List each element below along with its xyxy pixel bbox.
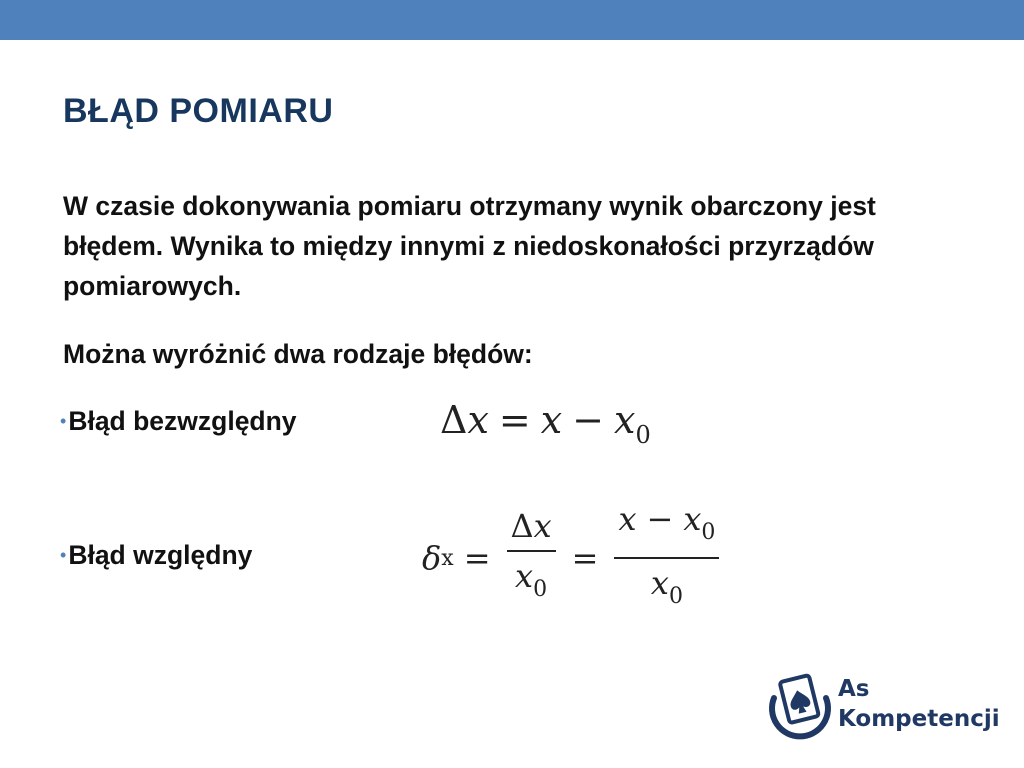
- bullet-absolute-error: [60, 401, 297, 441]
- fraction-delta-x-over-x0: $\frac{\Delta x}{x_0}$: [507, 506, 556, 610]
- spade-card-icon: [768, 672, 832, 742]
- error-types-paragraph: Można wyróżnić dwa rodzaje błędów:: [63, 339, 533, 369]
- bullet-dot-icon: •: [60, 545, 67, 565]
- absolute-error-formula: $\Delta x = x - x_0$: [440, 398, 651, 449]
- logo-line-2: Kompetencji: [838, 706, 1000, 732]
- bullet-relative-error: [60, 535, 252, 575]
- fraction-x-minus-x0-over-x0: $\frac{x - x_0}{x_0}$: [614, 499, 719, 617]
- bullet-dot-icon: •: [60, 411, 67, 431]
- top-accent-bar: [0, 0, 1024, 40]
- relative-error-formula: δ x = $\frac{\Delta x}{x_0}$ = $\frac{x - x_0}{x_0}$: [422, 508, 725, 608]
- logo-line-1: As: [838, 676, 870, 702]
- bullet-label: Błąd względny: [68, 540, 253, 570]
- slide-title: BŁĄD POMIARU: [63, 92, 334, 130]
- bullet-label: Błąd bezwzględny: [68, 406, 297, 436]
- intro-paragraph: W czasie dokonywania pomiaru otrzymany wynik obarczony jest błędem. Wynika to między innymi z niedoskonałości przyrządów pomiarowych.: [63, 191, 876, 301]
- as-kompetencji-logo: [768, 672, 998, 748]
